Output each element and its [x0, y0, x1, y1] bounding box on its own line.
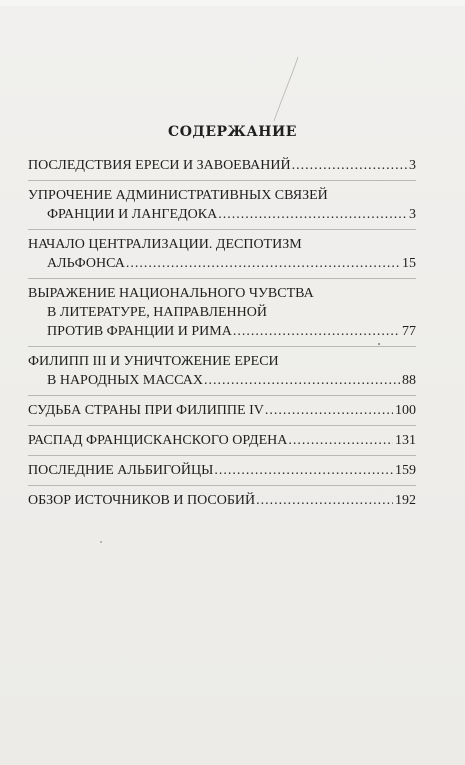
- toc-page-number: 3: [409, 207, 416, 222]
- dot-leader: [126, 254, 400, 273]
- toc-divider: [28, 180, 416, 181]
- dot-leader: [288, 431, 393, 450]
- toc-entry-title: ВЫРАЖЕНИЕ НАЦИОНАЛЬНОГО ЧУВСТВА: [28, 286, 314, 301]
- toc-entry-title: НАЧАЛО ЦЕНТРАЛИЗАЦИИ. ДЕСПОТИЗМ: [28, 237, 302, 252]
- toc-entry[interactable]: [28, 186, 416, 224]
- dot-leader: [214, 461, 393, 480]
- toc-page-number: 192: [395, 493, 416, 508]
- toc-entry[interactable]: [28, 235, 416, 273]
- dot-leader: [256, 491, 393, 510]
- toc-page-number: 100: [395, 403, 416, 418]
- toc-entry-title: ПОСЛЕДСТВИЯ ЕРЕСИ И ЗАВОЕВАНИЙ: [28, 158, 291, 173]
- toc-page-number: 3: [409, 158, 416, 173]
- toc-entry[interactable]: [28, 156, 416, 175]
- toc-entry-title-continued: ПРОТИВ ФРАНЦИИ И РИМА: [47, 324, 232, 339]
- toc-page-number: 15: [402, 256, 416, 271]
- dot-leader: [204, 371, 400, 390]
- paper-speck: [378, 343, 380, 345]
- dot-leader: [218, 205, 407, 224]
- toc-entry[interactable]: [28, 431, 416, 450]
- pencil-stroke-mark: [268, 55, 308, 125]
- paper-speck: [100, 541, 102, 543]
- dot-leader: [265, 401, 393, 420]
- toc-entry-title: ФИЛИПП III И УНИЧТОЖЕНИЕ ЕРЕСИ: [28, 354, 279, 369]
- toc-entry-title: ОБЗОР ИСТОЧНИКОВ И ПОСОБИЙ: [28, 493, 256, 508]
- toc-page-number: 131: [395, 433, 416, 448]
- toc-entry[interactable]: [28, 491, 416, 510]
- toc-entry[interactable]: [28, 401, 416, 420]
- dot-leader: [292, 156, 407, 175]
- toc-divider: [28, 346, 416, 347]
- page-top-edge: [0, 0, 465, 6]
- toc-entry-title-continued: АЛЬФОНСА: [47, 256, 125, 271]
- toc-divider: [28, 425, 416, 426]
- toc-divider: [28, 455, 416, 456]
- toc-entry-title: РАСПАД ФРАНЦИСКАНСКОГО ОРДЕНА: [28, 433, 288, 448]
- toc-entry-title: СУДЬБА СТРАНЫ ПРИ ФИЛИППЕ IV: [28, 403, 264, 418]
- toc-divider: [28, 278, 416, 279]
- dot-leader: [233, 322, 400, 341]
- toc-entry-title-continued: ФРАНЦИИ И ЛАНГЕДОКА: [47, 207, 218, 222]
- toc-page-number: 159: [395, 463, 416, 478]
- toc-entry[interactable]: [28, 461, 416, 480]
- toc-divider: [28, 395, 416, 396]
- toc-entry[interactable]: [28, 284, 416, 341]
- toc-entry-title: УПРОЧЕНИЕ АДМИНИСТРАТИВНЫХ СВЯЗЕЙ: [28, 188, 328, 203]
- toc-entry-title: ПОСЛЕДНИЕ АЛЬБИГОЙЦЫ: [28, 463, 214, 478]
- toc-divider: [28, 485, 416, 486]
- toc-entry-title-continued: В ЛИТЕРАТУРЕ, НАПРАВЛЕННОЙ: [47, 305, 267, 320]
- toc-title: СОДЕРЖАНИЕ: [168, 124, 297, 140]
- table-of-contents: [28, 156, 416, 510]
- toc-divider: [28, 229, 416, 230]
- toc-entry[interactable]: [28, 352, 416, 390]
- toc-page-number: 77: [402, 324, 416, 339]
- toc-entry-title-continued: В НАРОДНЫХ МАССАХ: [47, 373, 203, 388]
- toc-page-number: 88: [402, 373, 416, 388]
